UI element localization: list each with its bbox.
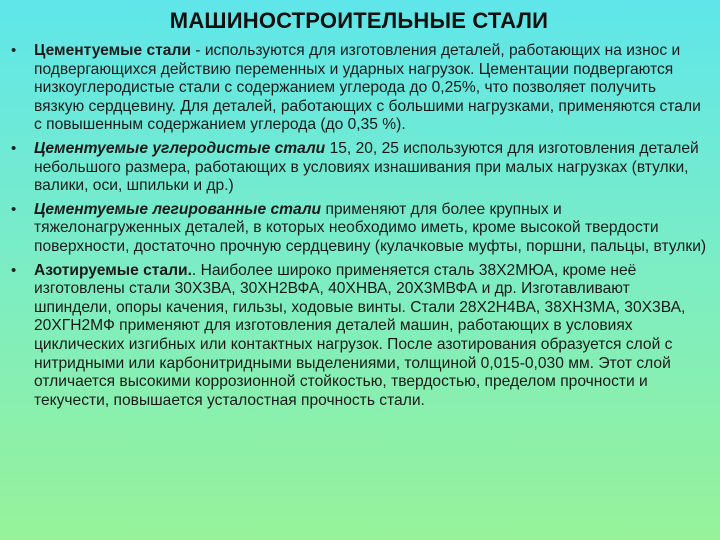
bullet-lead: Цементуемые легированные стали [34,200,322,218]
bullet-lead: Азотируемые стали. [34,261,192,279]
bullet-item [8,201,710,257]
bullet-text: 15, 20, 25 используются для изготовления деталей небольшого размера, работающих в условиях изнашивания при малых нагрузках (втулки, валики, оси, шпильки и др.) [34,139,699,195]
bullet-icon: • [11,200,17,218]
bullet-lead: Цементуемые углеродистые стали [34,139,326,157]
bullet-text: Наиболее широко применяется сталь 38Х2МЮА, кроме неё изготовлены стали 30Х3ВА, 30ХН2ВФА, 40ХНВА, 20Х3МВФА и др. Изготавливают шпиндели, опоры качения, гильзы, ходовые винты. Стали 28Х2Н4ВА, 38ХН3МА, 30Х3ВА, 20ХГН2МФ применяют для изготовления деталей машин, работающих в условиях циклических изгибных или контактных нагрузок. После азотирования образуется слой с нитридными или карбонитридными выделениями, толщиной 0,015-0,030 мм. Этот слой отличается высокими коррозионной стойкостью, твердостью, пределом прочности и текучести, повышается усталостная прочность стали. [34,261,686,409]
bullet-lead: Цементуемые стали [34,42,191,59]
bullet-text: используются для изготовления деталей, работающих на износ и подвергающихся действию переменных и ударных нагрузок. Цементации подвергаются низкоуглеродистые стали с содержанием углерода до 0,25%, что позволяет получить вязкую сердцевину. Для деталей, работающих с большими нагрузками, применяются стали с повышенным содержанием углерода (до 0,35 %). [34,42,701,134]
bullet-icon: • [11,261,17,279]
bullet-icon: • [11,139,17,157]
bullet-item [8,140,710,196]
bullet-lead-suffix: . [191,261,201,279]
bullet-text: применяют для более крупных и тяжелонагруженных деталей, в которых необходимо иметь, кроме высокой твердости поверхности, достаточно прочную сердцевину (кулачковые муфты, поршни, пальцы, втулки) [34,200,707,255]
slide-title: МАШИНОСТРОИТЕЛЬНЫЕ СТАЛИ [169,8,549,33]
bullet-icon: • [11,42,17,59]
bullet-lead-suffix: - [190,42,205,59]
bullet-item [8,262,710,411]
bullet-item [8,42,710,135]
bullet-list [8,42,710,410]
